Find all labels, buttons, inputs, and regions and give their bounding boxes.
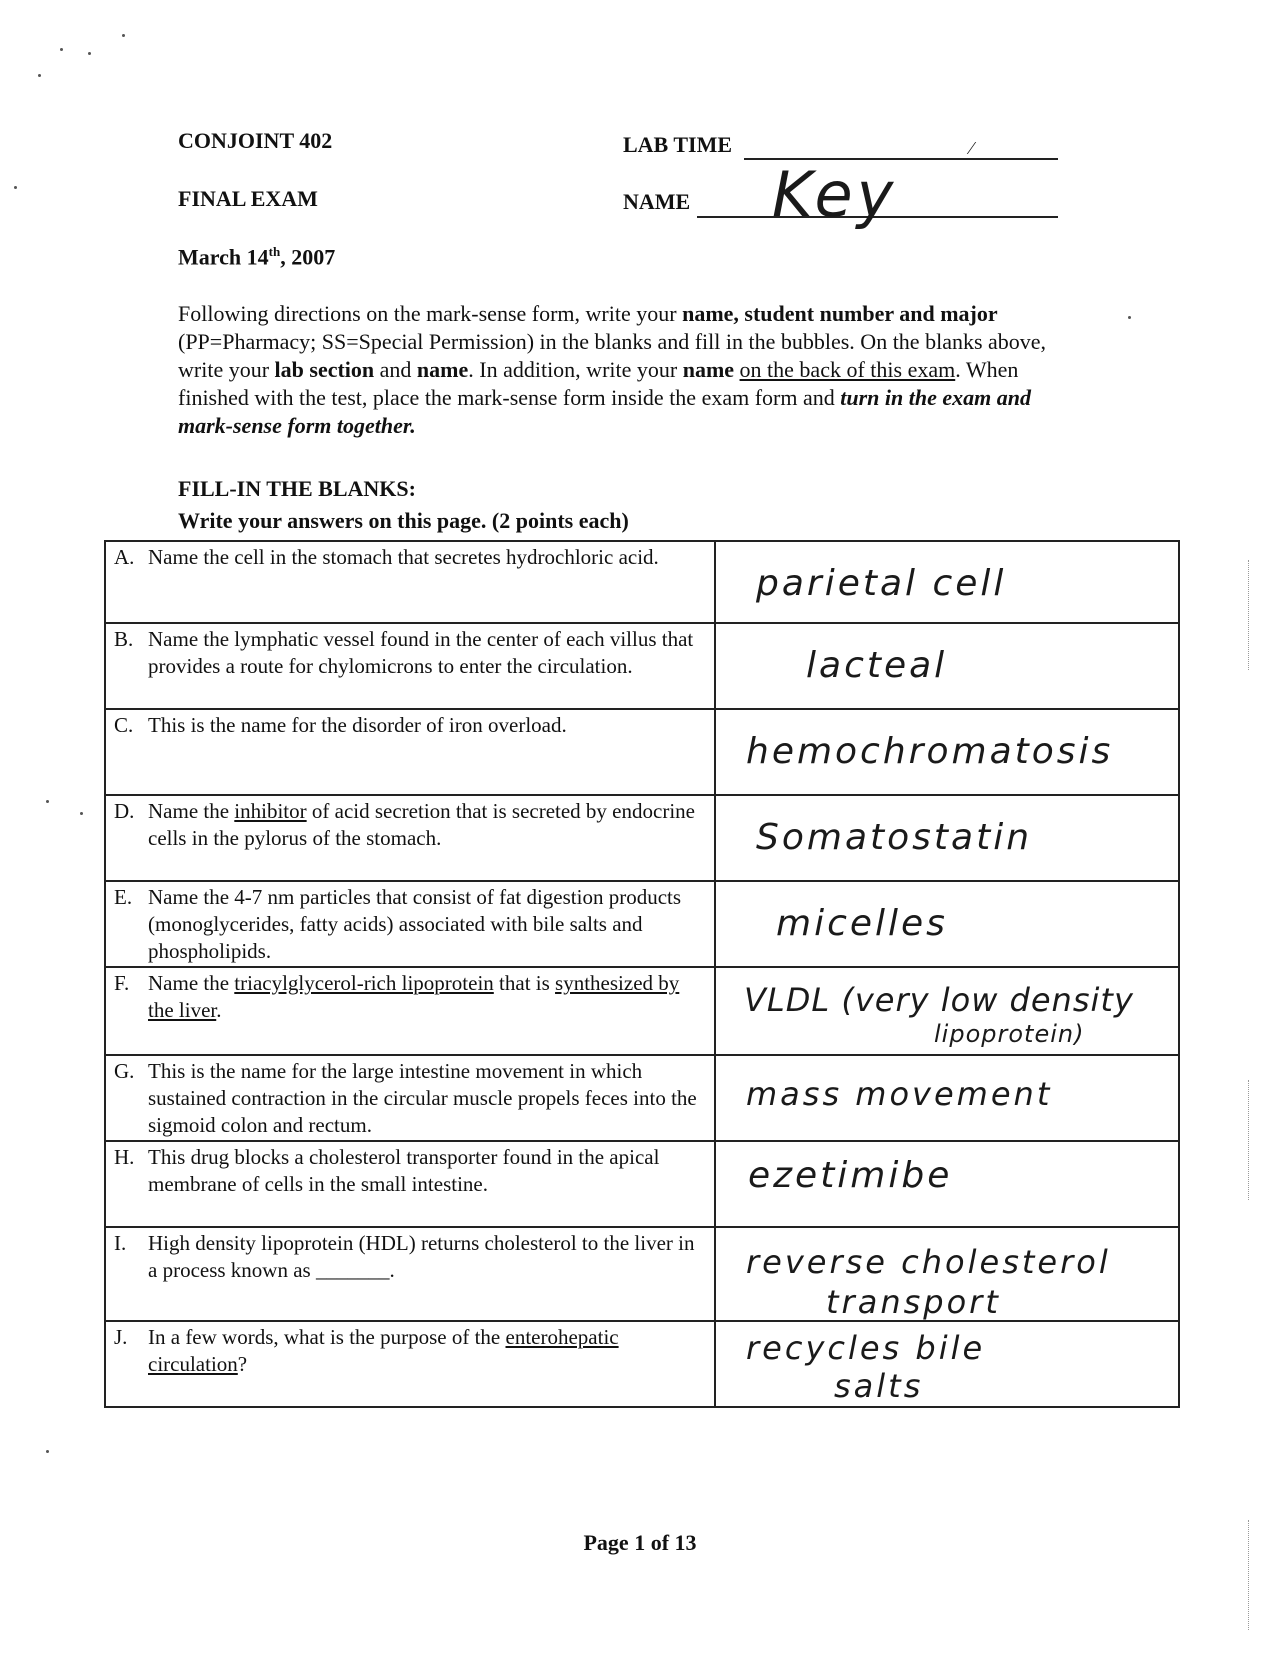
table-row [105, 1321, 1179, 1407]
scan-speck [46, 1450, 49, 1453]
answer-cell [715, 623, 1179, 709]
answer-cell [715, 1055, 1179, 1141]
table-row [105, 623, 1179, 709]
section-title: FILL-IN THE BLANKS: [178, 476, 416, 501]
course-title: CONJOINT 402 [178, 128, 333, 153]
question-text: This is the name for the disorder of iron overload. [148, 713, 567, 737]
exam-directions: Following directions on the mark-sense form, write your name, student number and major (PP=Pharmacy; SS=Special Permission) in the blanks and fill in the bubbles. On the blanks above, write your lab section and name. In addition, write your name on the back of this exam. When finished with the test, place the mark-sense form inside the exam form and turn in the exam and mark-sense form together. [178, 301, 1047, 438]
scan-speck [1128, 316, 1131, 319]
table-row [105, 881, 1179, 967]
answer-handwritten: hemochromatosis [746, 731, 1114, 772]
question-text: Name the cell in the stomach that secretes hydrochloric acid. [148, 545, 659, 569]
question-text: Name the inhibitor of acid secretion that is secreted by endocrine cells in the pylorus of the stomach. [148, 799, 695, 850]
scan-edge [1248, 1080, 1249, 1200]
table-row [105, 541, 1179, 623]
question-cell [105, 795, 715, 881]
question-text: This is the name for the large intestine movement in which sustained contraction in the circular muscle propels feces into the sigmoid colon and rectum. [148, 1059, 697, 1137]
question-text: Name the 4-7 nm particles that consist of fat digestion products (monoglycerides, fatty acids) associated with bile salts and phospholipids. [148, 885, 682, 963]
scan-speck [122, 34, 125, 37]
scan-speck [14, 186, 17, 189]
question-letter: F. [114, 971, 130, 995]
question-letter: B. [114, 627, 134, 651]
question-cell [105, 1055, 715, 1141]
question-letter: C. [114, 713, 134, 737]
name-handwritten: Key [772, 158, 898, 231]
answer-handwritten-line2: lipoprotein) [934, 1020, 1085, 1048]
answer-cell [715, 541, 1179, 623]
pen-mark: ⁄ [970, 138, 974, 158]
table-row [105, 795, 1179, 881]
answer-handwritten-line2: transport [826, 1283, 1001, 1321]
answer-cell [715, 709, 1179, 795]
scan-speck [80, 812, 83, 815]
question-letter: G. [114, 1059, 135, 1083]
question-letter: J. [114, 1325, 128, 1349]
answer-handwritten: reverse cholesterol [746, 1243, 1111, 1281]
question-cell [105, 541, 715, 623]
question-letter: A. [114, 545, 135, 569]
question-letter: E. [114, 885, 133, 909]
scan-speck [88, 52, 91, 55]
table-row [105, 1141, 1179, 1227]
table-row [105, 709, 1179, 795]
table-row [105, 1055, 1179, 1141]
answer-handwritten: recycles bile [746, 1329, 986, 1367]
question-cell [105, 709, 715, 795]
answer-handwritten: ezetimibe [748, 1155, 953, 1196]
scan-speck [38, 74, 41, 77]
answer-handwritten: parietal cell [756, 563, 1007, 604]
question-cell [105, 1141, 715, 1227]
answer-cell [715, 1141, 1179, 1227]
scan-edge [1248, 560, 1249, 670]
answer-handwritten: mass movement [746, 1075, 1053, 1113]
scan-speck [46, 800, 49, 803]
question-text: In a few words, what is the purpose of the enterohepatic circulation? [148, 1325, 619, 1376]
answer-handwritten-line2: salts [834, 1367, 924, 1405]
scan-speck [60, 48, 63, 51]
answer-cell [715, 881, 1179, 967]
question-cell [105, 623, 715, 709]
answer-cell [715, 1227, 1179, 1321]
answer-handwritten: VLDL (very low density [744, 981, 1134, 1019]
name-label: NAME [623, 189, 691, 214]
answer-cell [715, 795, 1179, 881]
page-number: Page 1 of 13 [583, 1530, 697, 1555]
exam-title: FINAL EXAM [178, 186, 318, 211]
question-text: This drug blocks a cholesterol transporter found in the apical membrane of cells in the small intestine. [148, 1145, 660, 1196]
question-cell [105, 881, 715, 967]
question-cell [105, 1227, 715, 1321]
question-text: Name the triacylglycerol-rich lipoprotein that is synthesized by the liver. [148, 971, 680, 1022]
question-text: High density lipoprotein (HDL) returns cholesterol to the liver in a process known as _______. [148, 1231, 695, 1282]
lab-time-label: LAB TIME [623, 132, 733, 157]
question-text: Name the lymphatic vessel found in the center of each villus that provides a route for chylomicrons to enter the circulation. [148, 627, 694, 678]
section-subtitle: Write your answers on this page. (2 points each) [178, 508, 629, 533]
answer-cell [715, 1321, 1179, 1407]
answer-cell [715, 967, 1179, 1055]
question-cell [105, 967, 715, 1055]
fill-in-table [104, 540, 1180, 1408]
table-row [105, 1227, 1179, 1321]
answer-handwritten: lacteal [806, 645, 948, 686]
answer-handwritten: micelles [776, 903, 948, 944]
exam-date: March 14th, 2007 [178, 244, 336, 270]
question-letter: I. [114, 1231, 127, 1255]
table-row [105, 967, 1179, 1055]
question-letter: D. [114, 799, 135, 823]
question-letter: H. [114, 1145, 135, 1169]
question-cell [105, 1321, 715, 1407]
answer-handwritten: Somatostatin [756, 817, 1033, 858]
